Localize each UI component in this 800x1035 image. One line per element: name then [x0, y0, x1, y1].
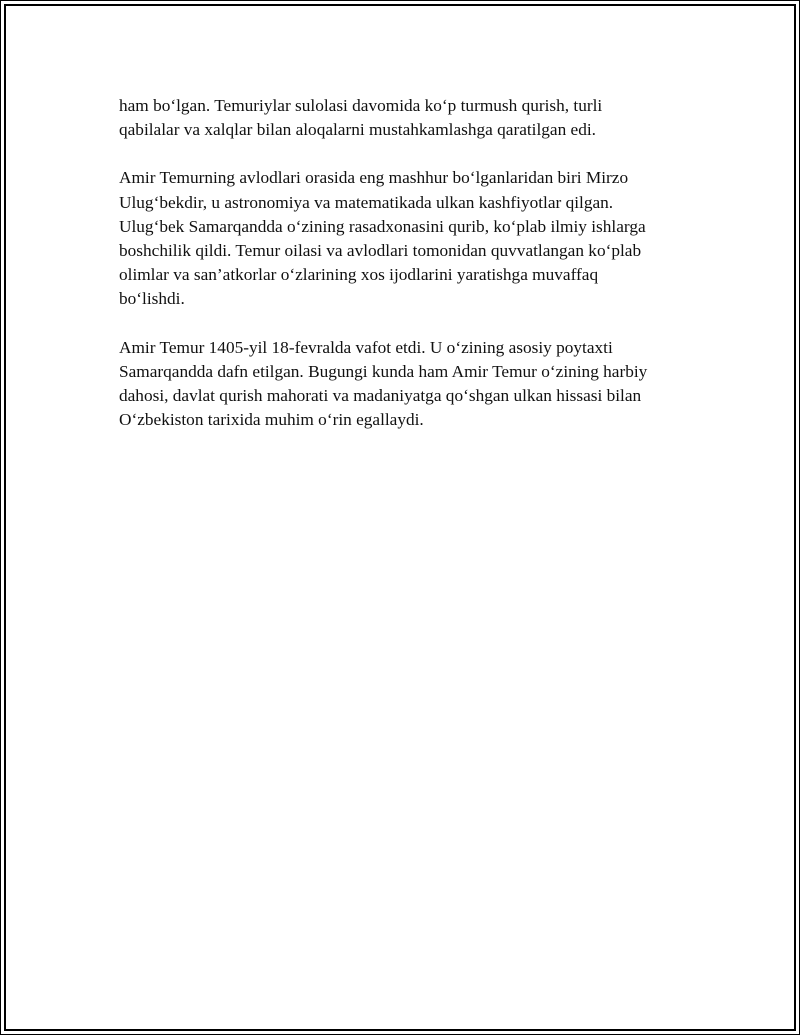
paragraph-ulugbek — [119, 166, 699, 311]
paragraph-death-legacy — [119, 336, 699, 433]
text-line: ham bo‘lgan. Temuriylar sulolasi davomida ko‘p turmush qurish, turli — [119, 96, 603, 115]
text-line: qabilalar va xalqlar bilan aloqalarni mustahkamlashga qaratilgan edi. — [119, 120, 596, 140]
text-line: dahosi, davlat qurish mahorati va madaniyatga qo‘shgan ulkan hissasi bilan — [119, 386, 642, 406]
text-line: O‘zbekiston tarixida muhim o‘rin egallaydi. — [119, 410, 424, 430]
paragraph-marriage-alliances — [119, 94, 699, 142]
text-line: bo‘lishdi. — [119, 289, 185, 309]
text-line: Ulug‘bek Samarqandda o‘zining rasadxonasini qurib, ko‘plab ilmiy ishlarga — [119, 216, 646, 236]
text-line: Amir Temur 1405-yil 18-fevralda vafot etdi. U o‘zining asosiy poytaxti — [119, 337, 613, 357]
document-body — [119, 94, 699, 456]
text-line: olimlar va san’atkorlar o‘zlarining xos ijodlarini yaratishga muvaffaq — [119, 265, 599, 285]
text-line: Samarqandda dafn etilgan. Bugungi kunda ham Amir Temur o‘zining harbiy — [119, 361, 648, 381]
text-line: boshchilik qildi. Temur oilasi va avlodlari tomonidan quvvatlangan ko‘plab — [119, 241, 642, 261]
text-line: Amir Temurning avlodlari orasida eng mashhur bo‘lganlaridan biri Mirzo — [119, 168, 629, 188]
text-line: Ulug‘bekdir, u astronomiya va matematikada ulkan kashfiyotlar qilgan. — [119, 192, 614, 212]
